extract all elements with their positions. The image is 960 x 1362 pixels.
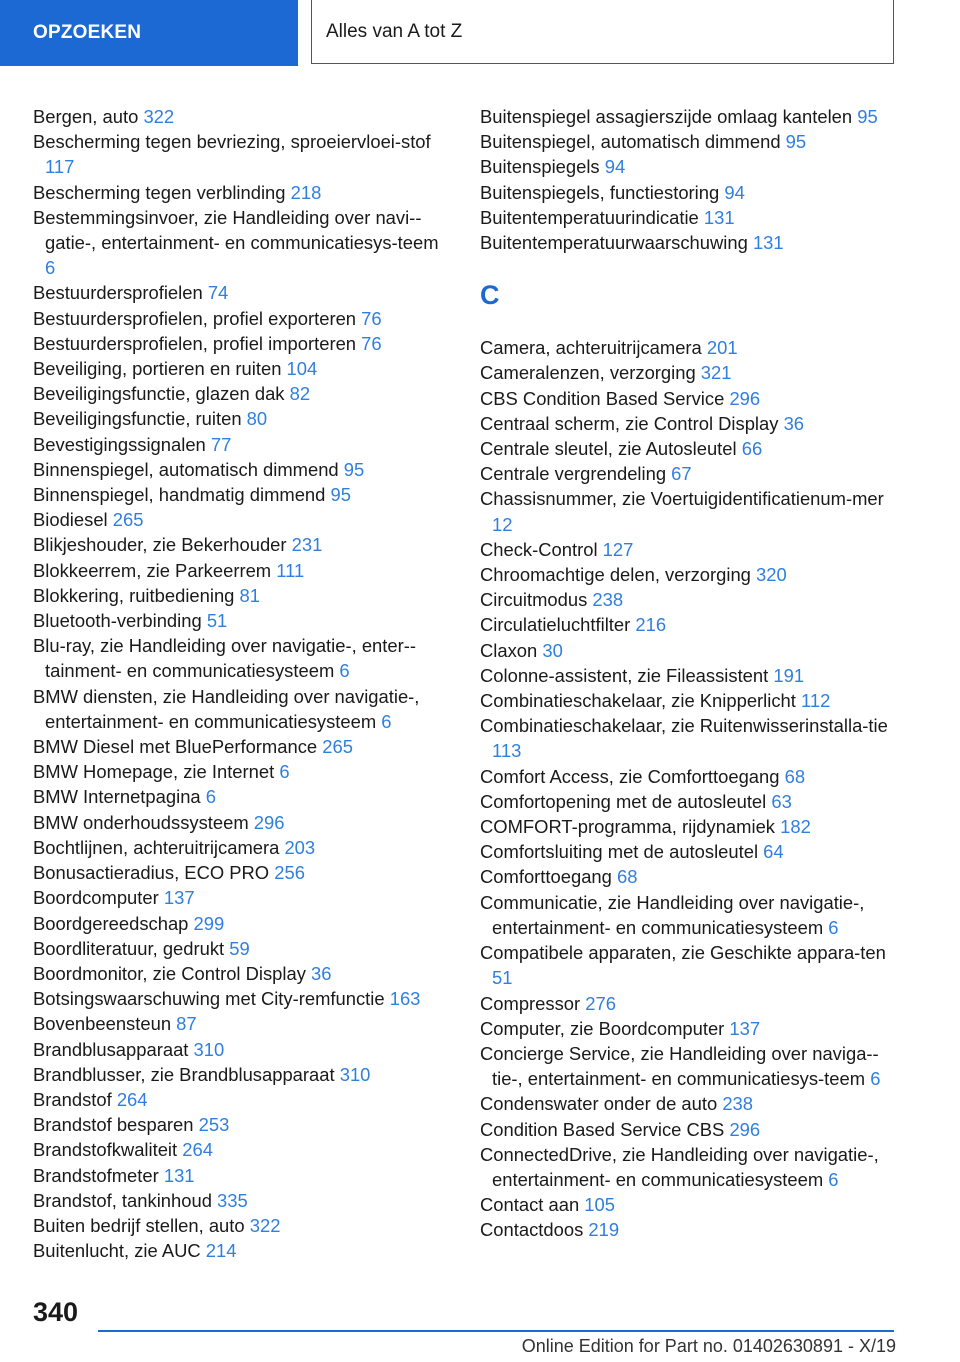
index-entry-page-link[interactable]: 203 <box>284 836 316 858</box>
index-entry <box>480 461 900 486</box>
index-entry-page-link[interactable]: 104 <box>286 358 318 380</box>
page-number: 340 <box>33 1297 79 1327</box>
index-entry-page-link[interactable]: 256 <box>274 862 305 884</box>
index-entry <box>480 587 900 612</box>
index-entry-term: Buiten bedrijf stellen, auto <box>33 1214 250 1236</box>
index-entry <box>33 432 453 457</box>
index-entry-page-link[interactable]: 81 <box>239 584 260 606</box>
index-entry-page-link[interactable]: 6 <box>828 916 839 938</box>
index-entry-term: Bergen, auto <box>33 106 144 127</box>
index-entry <box>33 205 453 281</box>
index-entry-term: Bestemmingsinvoer, zie Handleiding over navi-gatie-, entertainment- en communicatiesys-teem <box>33 206 439 254</box>
index-entry-term: Combinatieschakelaar, zie Ruitenwisserinstalla-tie <box>480 715 888 737</box>
index-column-right <box>480 104 900 1243</box>
index-entry-page-link[interactable]: 322 <box>249 1214 281 1236</box>
index-entry <box>480 154 900 179</box>
index-entry-term: Centrale sleutel, zie Autosleutel <box>480 438 742 460</box>
index-entry-page-link[interactable]: 299 <box>193 912 225 934</box>
index-entry <box>480 991 900 1016</box>
index-entry <box>480 537 900 562</box>
index-entry-page-link[interactable]: 6 <box>279 761 290 783</box>
index-entry-term: Brandblusser, zie Brandblusapparaat <box>33 1063 340 1085</box>
index-entry <box>480 814 900 839</box>
index-entry-term: Brandstof <box>33 1088 117 1110</box>
index-column-left <box>33 104 453 1263</box>
index-entry <box>480 180 900 205</box>
index-entry <box>480 688 900 713</box>
index-entry-page-link[interactable]: 218 <box>290 181 322 203</box>
index-entry-term: Chroomachtige delen, verzorging <box>480 564 757 586</box>
index-entry-page-link[interactable]: 131 <box>163 1164 195 1186</box>
index-entry-page-link[interactable]: 264 <box>182 1139 213 1161</box>
index-entry-page-link[interactable]: 137 <box>163 887 195 909</box>
index-entry-term: Condenswater onder de auto <box>480 1093 723 1115</box>
index-group-c <box>480 335 900 1242</box>
index-entry <box>33 1213 453 1238</box>
index-entry-term: Computer, zie Boordcomputer <box>480 1017 730 1039</box>
index-entry-page-link[interactable]: 95 <box>857 106 878 127</box>
index-entry-term: BMW onderhoudssysteem <box>33 811 254 833</box>
index-entry <box>33 734 453 759</box>
index-entry-term: Blokkering, ruitbediening <box>33 584 240 606</box>
index-entry <box>480 890 900 940</box>
index-entry-term: Check-Control <box>480 538 603 560</box>
index-entry-page-link[interactable]: 87 <box>176 1013 197 1035</box>
index-entry <box>480 129 900 154</box>
index-entry <box>480 1016 900 1041</box>
index-entry <box>33 633 453 683</box>
index-entry-page-link[interactable]: 68 <box>784 765 806 787</box>
index-entry <box>480 104 900 129</box>
index-entry <box>33 784 453 809</box>
index-entry-term: Compressor <box>480 992 586 1014</box>
index-entry-term: Combinatieschakelaar, zie Knipperlicht <box>480 690 801 712</box>
index-entry-page-link[interactable]: 105 <box>584 1194 615 1216</box>
index-entry-page-link[interactable]: 6 <box>870 1068 881 1090</box>
index-entry <box>33 1011 453 1036</box>
index-entry <box>480 1041 900 1091</box>
index-entry-term: Brandstofmeter <box>33 1164 164 1186</box>
index-entry-page-link[interactable]: 6 <box>828 1168 839 1190</box>
index-entry-term: Brandstofkwaliteit <box>33 1139 183 1161</box>
index-entry-term: Contactdoos <box>480 1219 589 1241</box>
index-entry-term: Contact aan <box>480 1194 585 1216</box>
index-entry <box>33 583 453 608</box>
index-entry-page-link[interactable]: 36 <box>783 412 805 434</box>
index-entry-page-link[interactable]: 296 <box>729 387 761 409</box>
index-entry-term: Brandstof, tankinhoud <box>33 1189 218 1211</box>
index-entry-term: Buitenspiegel assagierszijde omlaag kantelen <box>480 106 858 127</box>
index-entry <box>33 381 453 406</box>
index-entry <box>33 1062 453 1087</box>
index-entry-page-link[interactable]: 12 <box>492 513 513 535</box>
index-entry <box>33 558 453 583</box>
index-entry-term: Circuitmodus <box>480 589 593 611</box>
index-entry-page-link[interactable]: 6 <box>339 660 350 682</box>
index-entry-term: Bonusactieradius, ECO PRO <box>33 862 275 884</box>
index-entry-page-link[interactable]: 112 <box>800 690 831 712</box>
index-entry-page-link[interactable]: 127 <box>602 538 634 560</box>
index-entry-term: Biodiesel <box>33 509 113 531</box>
index-entry-page-link[interactable]: 64 <box>763 841 784 863</box>
index-entry-term: Beveiligingsfunctie, glazen dak <box>33 383 290 405</box>
index-entry-term: Communicatie, zie Handleiding over navigatie-, entertainment- en communicatiesysteem <box>480 891 865 938</box>
index-entry-page-link[interactable]: 74 <box>207 282 229 304</box>
index-entry-page-link[interactable]: 322 <box>143 106 175 127</box>
index-entry-page-link[interactable]: 66 <box>741 438 763 460</box>
index-entry-page-link[interactable]: 321 <box>700 362 732 384</box>
index-entry <box>480 1091 900 1116</box>
index-entry-page-link[interactable]: 137 <box>729 1017 761 1039</box>
index-entry-term: Beveiliging, portieren en ruiten <box>33 358 287 380</box>
index-entry-page-link[interactable]: 310 <box>193 1038 225 1060</box>
index-entry-page-link[interactable]: 30 <box>542 639 563 661</box>
index-entry-term: Blokkeerrem, zie Parkeerrem <box>33 559 277 581</box>
index-entry <box>480 360 900 385</box>
index-entry <box>33 1137 453 1162</box>
index-entry <box>33 104 453 129</box>
index-entry-page-link[interactable]: 131 <box>752 232 784 254</box>
chapter-title-text: Alles van A tot Z <box>326 20 463 42</box>
index-entry <box>33 1087 453 1112</box>
index-entry <box>33 810 453 835</box>
index-entry-term: Bovenbeensteun <box>33 1013 177 1035</box>
index-entry-term: Binnenspiegel, automatisch dimmend <box>33 458 344 480</box>
index-entry-term: CBS Condition Based Service <box>480 387 730 409</box>
index-entry-page-link[interactable]: 80 <box>246 408 268 430</box>
index-entry-page-link[interactable]: 310 <box>339 1063 371 1085</box>
index-entry-term: Brandstof besparen <box>33 1114 199 1136</box>
index-entry-term: Buitenlucht, zie AUC <box>33 1240 206 1262</box>
index-entry <box>33 280 453 305</box>
index-entry <box>33 936 453 961</box>
index-entry <box>480 940 900 990</box>
index-entry-page-link[interactable]: 95 <box>785 131 807 153</box>
index-entry-term: COMFORT-programma, rijdynamiek <box>480 816 781 838</box>
index-entry-term: Bescherming tegen bevriezing, sproeiervloei-stof <box>33 131 431 153</box>
index-entry-page-link[interactable]: 94 <box>604 156 626 178</box>
index-entry <box>480 1192 900 1217</box>
index-entry <box>480 789 900 814</box>
index-entry-term: Buitenspiegel, automatisch dimmend <box>480 131 786 153</box>
index-entry <box>480 205 900 230</box>
footer-edition-text: Online Edition for Part no. 01402630891 - X/19 <box>521 1336 896 1356</box>
index-entry-term: Chassisnummer, zie Voertuigidentificatienum-mer <box>480 488 884 510</box>
index-entry <box>480 1117 900 1142</box>
index-entry-term: Comfortopening met de autosleutel <box>480 790 772 812</box>
index-entry <box>480 335 900 360</box>
index-entry <box>33 406 453 431</box>
index-entry-page-link[interactable]: 94 <box>724 181 745 203</box>
index-entry-term: Buitenspiegels, functiestoring <box>480 181 725 203</box>
index-entry-term: Circulatieluchtfilter <box>480 614 636 636</box>
index-entry-page-link[interactable]: 6 <box>381 710 392 732</box>
index-entry-term: BMW diensten, zie Handleiding over navigatie-, entertainment- en communicatiesysteem <box>33 685 420 732</box>
index-entry-term: Blu-ray, zie Handleiding over navigatie-, enter-tainment- en communicatiesysteem <box>33 635 416 682</box>
index-entry-page-link[interactable]: 6 <box>45 257 56 279</box>
index-entry-term: Comfort Access, zie Comforttoegang <box>480 765 785 787</box>
index-section-letter: C <box>480 280 500 311</box>
index-entry-term: Boordcomputer <box>33 887 164 909</box>
index-entry-page-link[interactable]: 95 <box>343 458 365 480</box>
index-entry-term: Comfortsluiting met de autosleutel <box>480 841 764 863</box>
index-entry <box>33 331 453 356</box>
index-entry-term: Cameralenzen, verzorging <box>480 362 701 384</box>
index-entry <box>480 486 900 536</box>
index-entry-term: Buitenspiegels <box>480 156 605 178</box>
index-entry <box>33 180 453 205</box>
index-entry <box>480 839 900 864</box>
index-entry <box>480 436 900 461</box>
index-entry-term: Colonne-assistent, zie Fileassistent <box>480 664 774 686</box>
index-entry <box>33 961 453 986</box>
index-entry-term: Buitentemperatuurwaarschuwing <box>480 232 753 254</box>
index-entry <box>480 411 900 436</box>
index-entry <box>480 764 900 789</box>
index-entry-term: Condition Based Service CBS <box>480 1118 730 1140</box>
index-entry <box>33 532 453 557</box>
index-entry-term: Bescherming tegen verblinding <box>33 181 291 203</box>
index-entry <box>33 457 453 482</box>
index-entry-page-link[interactable]: 216 <box>635 614 667 636</box>
index-entry <box>480 713 900 763</box>
index-entry-page-link[interactable]: 296 <box>729 1118 761 1140</box>
index-entry-page-link[interactable]: 59 <box>229 937 250 959</box>
index-entry <box>33 911 453 936</box>
footer-divider <box>98 1330 894 1332</box>
index-entry <box>33 507 453 532</box>
index-entry-term: BMW Diesel met BluePerformance <box>33 736 323 758</box>
index-entry-page-link[interactable]: 51 <box>206 610 228 632</box>
index-entry <box>33 1238 453 1263</box>
index-entry-term: Bevestigingssignalen <box>33 433 211 455</box>
index-entry-term: Compatibele apparaten, zie Geschikte appara-ten <box>480 942 886 964</box>
index-entry <box>33 608 453 633</box>
index-entry-page-link[interactable]: 131 <box>703 206 735 228</box>
index-entry-page-link[interactable]: 253 <box>198 1114 230 1136</box>
index-entry-page-link[interactable]: 264 <box>116 1088 148 1110</box>
index-entry-page-link[interactable]: 335 <box>217 1189 248 1211</box>
index-entry-term: Boordliteratuur, gedrukt <box>33 937 230 959</box>
index-entry-page-link[interactable]: 111 <box>276 559 305 581</box>
index-entry-term: Centraal scherm, zie Control Display <box>480 412 784 434</box>
index-entry <box>480 1217 900 1242</box>
index-entry-term: Botsingswaarschuwing met City-remfunctie <box>33 988 390 1010</box>
index-entry-page-link[interactable]: 63 <box>771 790 792 812</box>
index-entry-page-link[interactable]: 296 <box>253 811 285 833</box>
index-entry-page-link[interactable]: 276 <box>585 992 616 1014</box>
index-entry <box>480 638 900 663</box>
index-entry <box>33 1112 453 1137</box>
index-entry-term: Binnenspiegel, handmatig dimmend <box>33 484 331 506</box>
index-entry <box>480 864 900 889</box>
index-entry-term: Beveiligingsfunctie, ruiten <box>33 408 247 430</box>
index-entry <box>33 835 453 860</box>
index-entry-page-link[interactable]: 265 <box>112 509 144 531</box>
index-entry <box>33 684 453 734</box>
index-entry-term: Centrale vergrendeling <box>480 463 672 485</box>
index-entry-page-link[interactable]: 231 <box>291 534 323 556</box>
index-entry <box>33 482 453 507</box>
index-entry-term: Blikjeshouder, zie Bekerhouder <box>33 534 292 556</box>
index-entry-page-link[interactable]: 265 <box>322 736 353 758</box>
index-entry <box>33 306 453 331</box>
index-entry-page-link[interactable]: 51 <box>492 967 513 989</box>
index-entry-page-link[interactable]: 214 <box>205 1240 237 1262</box>
index-entry-term: Boordmonitor, zie Control Display <box>33 962 312 984</box>
section-tab[interactable]: OPZOEKEN <box>0 0 298 66</box>
index-entry <box>480 1142 900 1192</box>
index-entry-page-link[interactable]: 320 <box>756 564 787 586</box>
index-entry <box>33 1188 453 1213</box>
index-entry-term: Brandblusapparaat <box>33 1038 194 1060</box>
index-entry-page-link[interactable]: 6 <box>205 786 216 808</box>
index-entry-page-link[interactable]: 117 <box>45 156 75 178</box>
index-entry-term: Bestuurdersprofielen, profiel exporteren <box>33 307 362 329</box>
index-entry-term: Concierge Service, zie Handleiding over naviga-tie-, entertainment- en communicatiesys-teem <box>480 1042 879 1090</box>
index-entry <box>33 129 453 179</box>
index-entry <box>33 356 453 381</box>
index-entry-page-link[interactable]: 82 <box>289 383 311 405</box>
index-entry-page-link[interactable]: 219 <box>588 1219 620 1241</box>
index-entry-page-link[interactable]: 67 <box>671 463 692 485</box>
index-entry-page-link[interactable]: 191 <box>773 664 805 686</box>
index-entry-term: Bestuurdersprofielen, profiel importeren <box>33 332 362 354</box>
index-entry-page-link[interactable]: 76 <box>361 332 382 354</box>
index-entry-term: ConnectedDrive, zie Handleiding over navigatie-, entertainment- en communicatiesysteem <box>480 1143 879 1190</box>
index-entry-page-link[interactable]: 163 <box>389 988 421 1010</box>
index-entry-page-link[interactable]: 95 <box>330 484 351 506</box>
index-entry-term: BMW Internetpagina <box>33 786 206 808</box>
index-entry <box>33 986 453 1011</box>
chapter-title <box>311 0 894 64</box>
index-entry <box>33 860 453 885</box>
index-entry <box>33 885 453 910</box>
index-entry-term: Boordgereedschap <box>33 912 194 934</box>
index-entry-term: Claxon <box>480 639 543 661</box>
index-entry-page-link[interactable]: 68 <box>617 866 638 888</box>
index-entry-page-link[interactable]: 36 <box>311 962 332 984</box>
index-entry-term: Comforttoegang <box>480 866 617 888</box>
index-entry-page-link[interactable]: 182 <box>780 816 811 838</box>
index-entry <box>480 663 900 688</box>
index-entry <box>480 386 900 411</box>
index-entry-term: Camera, achteruitrijcamera <box>480 337 707 359</box>
index-entry-page-link[interactable]: 238 <box>592 589 624 611</box>
index-entry-page-link[interactable]: 201 <box>706 337 738 359</box>
index-entry <box>480 612 900 637</box>
index-entry <box>33 1163 453 1188</box>
index-entry-page-link[interactable]: 76 <box>361 307 382 329</box>
index-entry <box>480 562 900 587</box>
index-entry-term: Buitentemperatuurindicatie <box>480 206 704 228</box>
index-entry-term: Bluetooth-verbinding <box>33 610 207 632</box>
index-entry-page-link[interactable]: 238 <box>722 1093 753 1115</box>
index-entry <box>33 1037 453 1062</box>
index-entry-term: Bestuurdersprofielen <box>33 282 208 304</box>
index-entry-page-link[interactable]: 77 <box>210 433 232 455</box>
index-entry-page-link[interactable]: 113 <box>492 740 522 762</box>
index-entry-term: BMW Homepage, zie Internet <box>33 761 280 783</box>
index-group-b-continued <box>480 104 900 255</box>
index-entry <box>480 230 900 255</box>
index-entry <box>33 759 453 784</box>
index-entry-term: Bochtlijnen, achteruitrijcamera <box>33 836 285 858</box>
